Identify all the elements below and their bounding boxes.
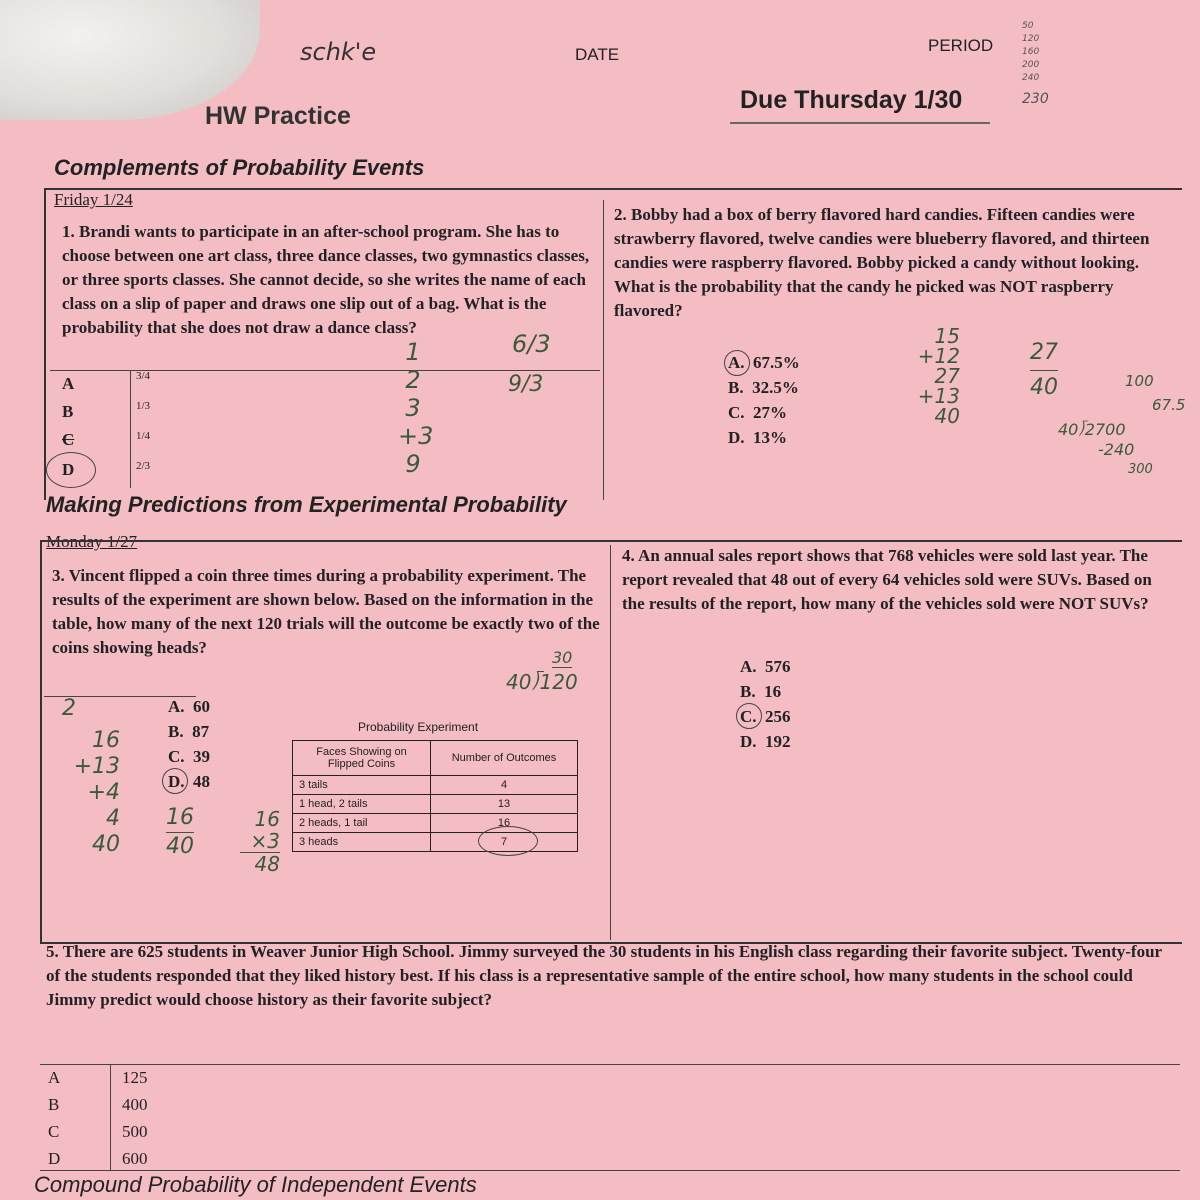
date-label: DATE <box>575 45 620 64</box>
table-cell: 3 tails <box>293 776 431 795</box>
q2-choice-c-value: 27% <box>753 403 788 422</box>
q3-choice-d-letter: D. <box>168 772 185 791</box>
question-2-text: 2. Bobby had a box of berry flavored hard candies. Fifteen candies were strawberry flavored, twelve candies were blueberry flavored, and thirteen candies were raspberry flavored. Bobby picked a candy without looking. What is the probability that the candy he picked was NOT raspberry flavored? <box>614 205 1150 320</box>
q1-choice-c-value: 1/4 <box>136 430 151 442</box>
q2-choice-a-value: 67.5% <box>753 353 800 372</box>
q3-table-title: Probability Experiment <box>358 720 479 734</box>
q2-choice-b-letter: B. <box>728 378 744 397</box>
q3-choice-a-value: 60 <box>193 697 211 716</box>
q4-choice-a-value: 576 <box>765 657 791 676</box>
table-cell: 1 head, 2 tails <box>293 795 431 814</box>
table-row <box>293 814 578 833</box>
q1-work-column: 1 2 3 +3 9 <box>398 338 434 478</box>
q3-work-division: 40⟌120 <box>506 670 578 694</box>
table-header-outcomes: Number of Outcomes <box>431 741 578 776</box>
q5-choice-values <box>122 1064 148 1172</box>
q2-work-hundred: 100 <box>1125 372 1154 390</box>
q3-choice-b-letter: B. <box>168 722 184 741</box>
q5-choice-c-letter: C <box>48 1122 60 1141</box>
table-cell: 13 <box>431 795 578 814</box>
q3-choice-c-value: 39 <box>193 747 211 766</box>
q5-choice-letters <box>48 1064 60 1172</box>
q5-choice-d-value: 600 <box>122 1149 148 1168</box>
due-date: Due Thursday 1/30 <box>740 86 963 114</box>
q3-choice-d-value: 48 <box>193 772 211 791</box>
table-cell: 4 <box>431 776 578 795</box>
q2-choice-d-value: 13% <box>753 428 788 447</box>
q4-choice-b-value: 16 <box>764 682 782 701</box>
table-row <box>293 776 578 795</box>
q3-work-fraction: 16 40 <box>166 805 194 859</box>
q4-choice-c-letter: C. <box>740 707 757 726</box>
margin-notes: 50 120 160 200 240 230 <box>1022 21 1049 107</box>
table-header-row <box>293 741 578 776</box>
q1-choice-b-letter: B <box>62 402 74 421</box>
q1-choice-a-value: 3/4 <box>136 370 151 382</box>
q4-choice-c-value: 256 <box>765 707 791 726</box>
question-5-text: 5. There are 625 students in Weaver Junior High School. Jimmy surveyed the 30 students in his English class regarding their favorite subject. Twenty-four of the students responded that they liked history best. If his class is a representative sample of the entire school, how many students in the school could Jimmy predict would choose history as their favorite subject? <box>46 942 1162 1009</box>
question-3-text: 3. Vincent flipped a coin three times during a probability experiment. The results of the experiment are shown below. Based on the information in the table, how many of the next 120 trials will the outcome be exactly two of the coins showing heads? <box>52 566 600 657</box>
question-4-text: 4. An annual sales report shows that 768 vehicles were sold last year. The report revealed that 48 out of every 64 vehicles sold were SUVs. Based on the results of the report, how many of the vehicles sold were NOT SUVs? <box>622 546 1152 613</box>
section-title-compound: Compound Probability of Independent Events <box>34 1172 477 1197</box>
q3-table-circle <box>478 826 538 856</box>
q1-choice-b-value: 1/3 <box>136 400 151 412</box>
section-date-friday: Friday 1/24 <box>54 190 133 209</box>
q1-choice-c-letter: C <box>62 430 75 449</box>
q4-choice-d-value: 192 <box>765 732 791 751</box>
q5-choice-d-letter: D <box>48 1149 61 1168</box>
q2-answer-circle <box>724 350 750 376</box>
student-name: schk'e <box>300 38 377 66</box>
table-cell: 16 <box>431 814 578 833</box>
q3-work-sum: 16 +13 +4 4 40 <box>73 728 120 857</box>
period-label: PERIOD <box>928 36 994 55</box>
q3-work-quotient: 30 <box>552 648 573 667</box>
q4-answer-circle <box>736 703 762 729</box>
q5-choice-c-value: 500 <box>122 1122 148 1141</box>
q2-choice-b-value: 32.5% <box>752 378 799 397</box>
q1-choice-d-letter: D <box>62 460 75 479</box>
q1-work-fraction-b: 9/3 <box>508 372 544 397</box>
q1-work-fraction-a: 6/3 <box>512 330 551 358</box>
q4-choice-b-letter: B. <box>740 682 756 701</box>
q3-work-product: 16 ×3 48 <box>240 808 280 875</box>
section-date-monday: Monday 1/27 <box>46 532 138 551</box>
section-title-complements: Complements of Probability Events <box>54 155 425 180</box>
q1-answer-circle <box>46 452 96 488</box>
table-header-faces: Faces Showing on Flipped Coins <box>293 741 431 776</box>
q3-work-two: 2 <box>62 696 76 721</box>
table-row <box>293 795 578 814</box>
question-1-text: 1. Brandi wants to participate in an after-school program. She has to choose between one art class, three dance classes, two gymnastics classes, or three sports classes. She cannot decide, so she writes the name of each class on a slip of paper and draws one slip out of a bag. What is the probability that she does not draw a dance class? <box>62 222 590 337</box>
q5-choice-a-value: 125 <box>122 1068 148 1087</box>
q2-choice-c-letter: C. <box>728 403 745 422</box>
q2-choice-a-letter: A. <box>728 353 745 372</box>
q2-choice-d-letter: D. <box>728 428 745 447</box>
q3-answer-circle <box>162 768 188 794</box>
q5-choice-b-letter: B <box>48 1095 60 1114</box>
q4-choice-d-letter: D. <box>740 732 757 751</box>
section-title-predictions: Making Predictions from Experimental Probability <box>46 492 567 517</box>
q5-choice-b-value: 400 <box>122 1095 148 1114</box>
q1-choice-a-letter: A <box>62 374 75 393</box>
q2-work-sum: 15 +12 27 +13 40 <box>917 324 960 428</box>
q2-work-fraction: 27 40 <box>1030 336 1058 405</box>
q2-work-quotient: 67.5 <box>1152 396 1186 414</box>
table-cell: 7 <box>431 833 578 852</box>
q3-choice-c-letter: C. <box>168 747 185 766</box>
q5-choice-a-letter: A <box>48 1068 61 1087</box>
worksheet-title: HW Practice <box>205 102 351 130</box>
table-cell: 2 heads, 1 tail <box>293 814 431 833</box>
table-cell: 3 heads <box>293 833 431 852</box>
q3-choice-b-value: 87 <box>192 722 210 741</box>
q1-choice-d-value: 2/3 <box>136 460 151 472</box>
q3-choice-a-letter: A. <box>168 697 185 716</box>
q2-work-division: 40⟌2700 -240 300 <box>1058 420 1153 477</box>
q4-choice-a-letter: A. <box>740 657 757 676</box>
